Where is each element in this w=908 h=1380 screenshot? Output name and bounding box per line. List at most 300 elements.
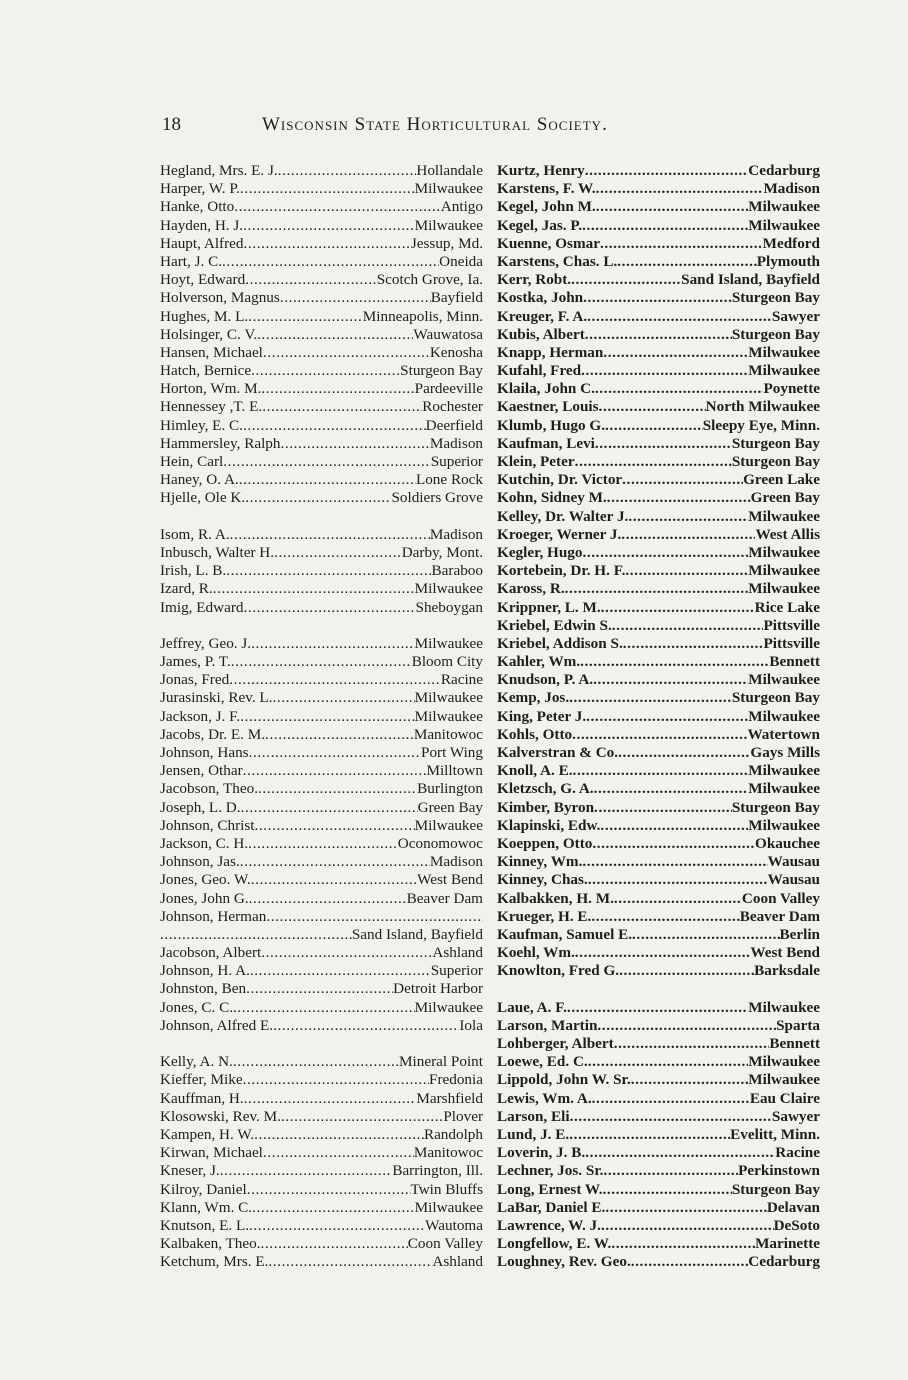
dot-leader: [244, 1090, 417, 1108]
member-name: Holverson, Magnus: [160, 289, 280, 307]
member-location: Milwaukee: [748, 707, 820, 725]
member-entry: [497, 362, 820, 380]
dot-leader: [571, 271, 681, 289]
member-name: Larson, Martin: [497, 1016, 598, 1034]
member-entry: [160, 489, 483, 507]
member-location: Milwaukee: [748, 216, 820, 234]
member-name: LaBar, Daniel E.: [497, 1198, 606, 1216]
member-entry: [497, 635, 820, 653]
member-name: Hein, Carl: [160, 453, 224, 470]
member-location: Sand Island, Bayfield: [681, 271, 820, 289]
dot-leader: [588, 871, 768, 889]
dot-leader: [621, 526, 755, 544]
member-entry: [497, 835, 820, 853]
dot-leader: [261, 1235, 408, 1253]
member-entry: [160, 1181, 483, 1199]
dot-leader: [586, 708, 748, 726]
member-name: Lund, J. E.: [497, 1125, 570, 1143]
member-name: Klumb, Hugo G.: [497, 416, 606, 434]
member-location: Ashland: [432, 1253, 483, 1271]
member-name: Klann, Wm. C.: [160, 1198, 253, 1216]
member-name: Karstens, F. W.: [497, 180, 596, 198]
member-location: Perkinstown: [738, 1162, 820, 1180]
member-name: Kneser, J.: [160, 1162, 220, 1180]
dot-leader: [595, 380, 764, 398]
dot-leader: [229, 671, 441, 689]
member-location: Plymouth: [756, 252, 820, 270]
dot-leader: [250, 962, 431, 980]
member-entry: [160, 180, 483, 198]
member-entry: [160, 1162, 483, 1180]
dot-leader: [273, 689, 415, 707]
member-location: Milwaukee: [748, 816, 820, 834]
member-location: Superior: [430, 962, 483, 980]
member-location: Madison: [429, 853, 483, 871]
member-entry: [160, 526, 483, 544]
member-entry: [497, 253, 820, 271]
member-location: Wauwatosa: [413, 325, 483, 343]
member-entry: [497, 217, 820, 235]
dot-leader: [582, 853, 767, 871]
member-entry: [497, 471, 820, 489]
dot-leader: [594, 780, 749, 798]
dot-leader: [246, 980, 393, 998]
dot-leader: [575, 453, 732, 471]
dot-leader: [580, 653, 769, 671]
member-location: Wausau: [767, 871, 820, 889]
member-entry: [160, 599, 483, 617]
member-entry: [497, 508, 820, 526]
member-location: Rochester: [422, 398, 483, 416]
dot-leader: [240, 708, 414, 726]
member-entry: [497, 1071, 820, 1089]
dot-leader: [583, 544, 749, 562]
member-entry: [160, 744, 483, 762]
running-title: Wisconsin State Horticultural Society.: [262, 114, 608, 135]
member-name: Johnson, H. A.: [160, 962, 250, 980]
dot-leader: [614, 890, 742, 908]
member-location: Bennett: [769, 653, 820, 671]
member-location: Manitowoc: [413, 725, 483, 743]
member-name: Lewis, Wm. A.: [497, 1089, 592, 1107]
member-location: Milwaukee: [414, 634, 483, 652]
member-location: Manitowoc: [413, 1144, 483, 1162]
dot-leader: [241, 799, 418, 817]
member-name: Knapp, Herman: [497, 343, 604, 361]
member-location: Medford: [762, 234, 820, 252]
member-name: Haney, O. A.: [160, 471, 239, 489]
dot-leader: [266, 908, 483, 926]
dot-leader: [618, 744, 750, 762]
member-entry: [160, 799, 483, 817]
member-entry: [160, 1071, 483, 1089]
dot-leader: [583, 289, 732, 307]
member-location: Milwaukee: [748, 562, 820, 580]
member-entry: [160, 944, 483, 962]
dot-leader: [240, 853, 430, 871]
dot-leader: [245, 271, 377, 289]
dot-leader: [582, 217, 748, 235]
member-entry: [160, 417, 483, 435]
member-location: Beaver Dam: [406, 889, 483, 907]
member-name: Kostka, John: [497, 289, 584, 307]
member-name: Hoyt, Edward: [160, 271, 246, 289]
member-entry: [160, 1253, 483, 1271]
member-name: Hughes, M. L.: [160, 307, 249, 325]
member-location: Sturgeon Bay: [400, 362, 483, 380]
member-entry: [497, 689, 820, 707]
member-name: Haupt, Alfred: [160, 234, 244, 252]
member-location: West Bend: [750, 944, 820, 962]
dot-leader: [220, 1162, 393, 1180]
member-entry: [497, 1017, 820, 1035]
member-location: Sturgeon Bay: [731, 453, 820, 470]
member-entry: [497, 1053, 820, 1071]
member-entry: [497, 853, 820, 871]
member-name: Hansen, Michael: [160, 343, 263, 361]
member-entry: [160, 198, 483, 216]
dot-leader: [632, 926, 779, 944]
dot-leader: [251, 362, 400, 380]
member-entry: [160, 708, 483, 726]
member-name: Inbusch, Walter H.: [160, 543, 275, 561]
dot-leader: [599, 398, 706, 416]
dot-leader: [274, 544, 402, 562]
member-name: Irish, L. B.: [160, 562, 227, 580]
member-name: James, P. T.: [160, 653, 231, 671]
member-location: Deerfield: [425, 416, 483, 434]
member-location: Milwaukee: [748, 998, 820, 1016]
dot-leader: [281, 1108, 443, 1126]
dot-leader: [247, 1181, 411, 1199]
member-entry: [497, 999, 820, 1017]
member-location: Berlin: [779, 925, 820, 943]
dot-leader: [243, 762, 427, 780]
member-name: Johnson, Hans: [160, 744, 249, 761]
dot-leader: [265, 726, 414, 744]
member-location: Milwaukee: [414, 707, 483, 725]
member-entry: [160, 162, 483, 180]
member-name: Isom, R. A.: [160, 525, 230, 543]
member-location: Darby, Mont.: [401, 543, 483, 561]
dot-leader: [243, 217, 415, 235]
member-name: Loughney, Rev. Geo.: [497, 1253, 631, 1271]
dot-leader: [230, 526, 430, 544]
member-entry: [160, 890, 483, 908]
member-name: Kufahl, Fred: [497, 362, 582, 380]
member-location: Jessup, Md.: [410, 234, 483, 252]
member-name: Jensen, Othar: [160, 762, 243, 780]
member-entry: [160, 580, 483, 598]
member-location: Sturgeon Bay: [731, 689, 820, 707]
member-location: Bloom City: [411, 653, 483, 671]
dot-leader: [596, 198, 749, 216]
member-name: Kinney, Chas.: [497, 871, 588, 889]
member-entry: [497, 890, 820, 908]
member-entry: [160, 1199, 483, 1217]
dot-leader: [222, 253, 439, 271]
member-location: Madison: [429, 525, 483, 543]
page-header: [162, 114, 817, 140]
member-name: Lawrence, W. J.: [497, 1216, 601, 1234]
member-name: Kirwan, Michael: [160, 1144, 263, 1162]
dot-leader: [587, 308, 772, 326]
member-entry: [160, 962, 483, 980]
member-entry: [497, 926, 820, 944]
member-location: Bennett: [769, 1035, 820, 1052]
member-name: Kreuger, F. A.: [497, 307, 588, 325]
member-name: Kurtz, Henry: [497, 162, 585, 179]
dot-leader: [255, 817, 415, 835]
member-entry: [497, 289, 820, 307]
member-entry: [160, 908, 483, 926]
member-name: Himley, E. C.: [160, 416, 243, 434]
member-location: Racine: [440, 671, 483, 689]
dot-leader: [591, 908, 739, 926]
dot-leader: [605, 1199, 767, 1217]
member-entry: [160, 544, 483, 562]
dot-leader: [280, 435, 429, 453]
member-location: Marshfield: [416, 1089, 483, 1107]
member-entry: [497, 1144, 820, 1162]
member-name: Larson, Eli: [497, 1107, 570, 1125]
dot-leader: [575, 944, 751, 962]
dot-leader: [268, 1253, 432, 1271]
member-entry: [160, 1090, 483, 1108]
member-entry: [497, 489, 820, 507]
member-location: Sturgeon Bay: [731, 1180, 820, 1198]
member-entry: [160, 1053, 483, 1071]
member-name: Jackson, J. F.: [160, 707, 241, 725]
dot-leader: [280, 289, 431, 307]
member-entry: [160, 835, 483, 853]
member-entry: [497, 1090, 820, 1108]
dot-leader: [622, 471, 743, 489]
member-entry: [497, 180, 820, 198]
dot-leader: [607, 489, 751, 507]
member-location: Mineral Point: [399, 1053, 483, 1071]
member-entry: [497, 1162, 820, 1180]
member-name: Klapinski, Edw.: [497, 816, 601, 834]
member-location: Randolph: [423, 1125, 483, 1143]
member-location: Sturgeon Bay: [731, 289, 820, 307]
member-location: Madison: [763, 180, 820, 198]
member-name: Hammersley, Ralph: [160, 434, 281, 452]
member-location: Milwaukee: [748, 362, 820, 380]
member-entry: [160, 326, 483, 344]
member-location: Gays Mills: [750, 744, 820, 761]
member-name: Kegel, John M.: [497, 198, 596, 216]
member-name: Johnson, Jas.: [160, 853, 240, 871]
member-name: Kampen, H. W.: [160, 1125, 255, 1143]
member-entry: [497, 308, 820, 326]
dot-leader: [565, 580, 749, 598]
dot-leader: [619, 962, 754, 980]
member-entry: [160, 1017, 483, 1035]
member-name: Kutchin, Dr. Victor: [497, 471, 623, 489]
member-entry: [497, 908, 820, 926]
member-name: Kortebein, Dr. H. F.: [497, 562, 626, 580]
member-name: Kaufman, Levi: [497, 434, 595, 452]
member-entry: [160, 344, 483, 362]
member-entry: [497, 780, 820, 798]
member-name: Kinney, Wm.: [497, 853, 583, 871]
section-gap: [160, 617, 483, 635]
member-name: Kaufman, Samuel E.: [497, 925, 633, 943]
member-entry: [497, 271, 820, 289]
dot-leader: [243, 417, 426, 435]
member-name: Koehl, Wm.: [497, 944, 575, 962]
member-name: Izard, R.: [160, 580, 213, 598]
member-name: Kelly, A. N.: [160, 1053, 233, 1071]
dot-leader: [252, 1199, 415, 1217]
member-location: Twin Bluffs: [410, 1180, 483, 1198]
member-location: Milwaukee: [748, 780, 820, 798]
dot-leader: [600, 817, 748, 835]
member-location: Milltown: [426, 762, 483, 780]
member-entry: [160, 999, 483, 1017]
member-entry: [160, 871, 483, 889]
member-name: Knowlton, Fred G.: [497, 962, 620, 980]
member-location: Iola: [459, 1016, 483, 1034]
member-entry: [497, 562, 820, 580]
member-location: Coon Valley: [741, 889, 820, 907]
member-location: Sleepy Eye, Minn.: [702, 416, 820, 434]
member-name: Kelley, Dr. Walter J.: [497, 507, 629, 525]
dot-leader: [244, 599, 416, 617]
dot-leader: [585, 162, 749, 180]
member-name: Jackson, C. H.: [160, 834, 249, 852]
section-gap: [160, 1035, 483, 1053]
dot-leader: [233, 1053, 399, 1071]
member-name: Jacobs, Dr. E. M.: [160, 725, 266, 743]
member-location: Minneapolis, Minn.: [362, 307, 483, 325]
member-location: Milwaukee: [748, 507, 820, 525]
member-name: Kriebel, Addison S.: [497, 634, 623, 652]
dot-leader: [631, 1253, 749, 1271]
member-location: Delavan: [766, 1198, 820, 1216]
member-entry: [160, 653, 483, 671]
member-entry: [160, 817, 483, 835]
dot-leader: [625, 562, 748, 580]
dot-leader: [592, 1090, 750, 1108]
member-entry: [160, 635, 483, 653]
dot-leader: [249, 1217, 425, 1235]
member-name: Jones, John G.: [160, 889, 249, 907]
member-location: Sand Island, Bayfield: [351, 925, 483, 943]
member-location: Green Bay: [750, 489, 820, 507]
member-location: Milwaukee: [414, 1198, 483, 1216]
member-name: Loewe, Ed. C.: [497, 1053, 588, 1071]
member-name: Hennessey ,T. E.: [160, 398, 263, 416]
member-name: Hart, J. C.: [160, 252, 223, 270]
member-location: Poynette: [763, 380, 820, 398]
dot-leader: [243, 1071, 429, 1089]
member-entry: [497, 653, 820, 671]
dot-leader: [603, 1162, 738, 1180]
member-entry: [497, 453, 820, 471]
dot-leader: [261, 944, 432, 962]
member-name: Harper, W. P.: [160, 180, 240, 198]
dot-leader: [254, 1126, 424, 1144]
member-entry: [160, 1235, 483, 1253]
member-name: Klein, Peter: [497, 453, 575, 470]
member-name: Kohls, Otto: [497, 725, 573, 743]
member-name: Ketchum, Mrs. E.: [160, 1253, 269, 1271]
dot-leader: [245, 489, 391, 507]
member-entry: [497, 944, 820, 962]
dot-leader: [585, 1144, 775, 1162]
member-name: Jones, C. C.: [160, 998, 233, 1016]
dot-leader: [231, 653, 412, 671]
member-name: Kahler, Wm.: [497, 653, 581, 671]
member-entry: [160, 471, 483, 489]
member-location: Milwaukee: [748, 762, 820, 780]
dot-leader: [570, 1108, 772, 1126]
member-name: Knutson, E. L.: [160, 1216, 250, 1234]
member-name: Horton, Wm. M.: [160, 380, 262, 398]
member-name: Kaross, R.: [497, 580, 565, 598]
member-name: Knudson, P. A.: [497, 671, 594, 689]
dot-leader: [572, 726, 747, 744]
member-name: Lippold, John W. Sr.: [497, 1071, 631, 1089]
member-entry: [497, 799, 820, 817]
dot-leader: [631, 1071, 749, 1089]
member-entry: [497, 1035, 820, 1053]
dot-leader: [617, 253, 756, 271]
member-location: Plover: [443, 1107, 483, 1125]
dot-leader: [262, 398, 422, 416]
member-location: Sparta: [776, 1016, 820, 1034]
dot-leader: [592, 835, 755, 853]
page-number: 18: [162, 114, 181, 135]
member-entry: [497, 817, 820, 835]
dot-leader: [611, 1235, 755, 1253]
member-location: Baraboo: [431, 562, 483, 580]
member-name: Karstens, Chas. L.: [497, 252, 618, 270]
member-name: Kuenne, Osmar: [497, 234, 600, 252]
member-name: Kohn, Sidney M.: [497, 489, 607, 507]
member-entry: [497, 162, 820, 180]
member-location: North Milwaukee: [705, 398, 820, 416]
dot-leader: [226, 562, 431, 580]
right-column: [497, 162, 820, 1271]
member-entry: [160, 980, 483, 998]
member-name: Johnson, Christ: [160, 816, 255, 834]
member-location: Antigo: [440, 198, 483, 216]
member-name: Klosowski, Rev. M.: [160, 1107, 281, 1125]
member-name: Klaila, John C.: [497, 380, 595, 398]
member-entry: [497, 380, 820, 398]
member-name: Johnson, Alfred E.: [160, 1016, 274, 1034]
member-location: Madison: [429, 434, 483, 452]
dot-leader: [234, 198, 441, 216]
member-entry: [160, 217, 483, 235]
member-name: Jonas, Fred: [160, 671, 230, 689]
member-location: Milwaukee: [414, 816, 483, 834]
member-name: Krueger, H. E.: [497, 907, 592, 925]
member-location: Burlington: [417, 780, 483, 798]
member-entry: [160, 926, 483, 944]
member-location: Marinette: [755, 1235, 820, 1253]
member-location: Sturgeon Bay: [731, 434, 820, 452]
member-entry: [497, 1181, 820, 1199]
dot-leader: [258, 780, 417, 798]
member-location: Superior: [430, 453, 483, 470]
dot-leader: [249, 890, 407, 908]
dot-leader: [600, 235, 763, 253]
member-entry: [497, 398, 820, 416]
